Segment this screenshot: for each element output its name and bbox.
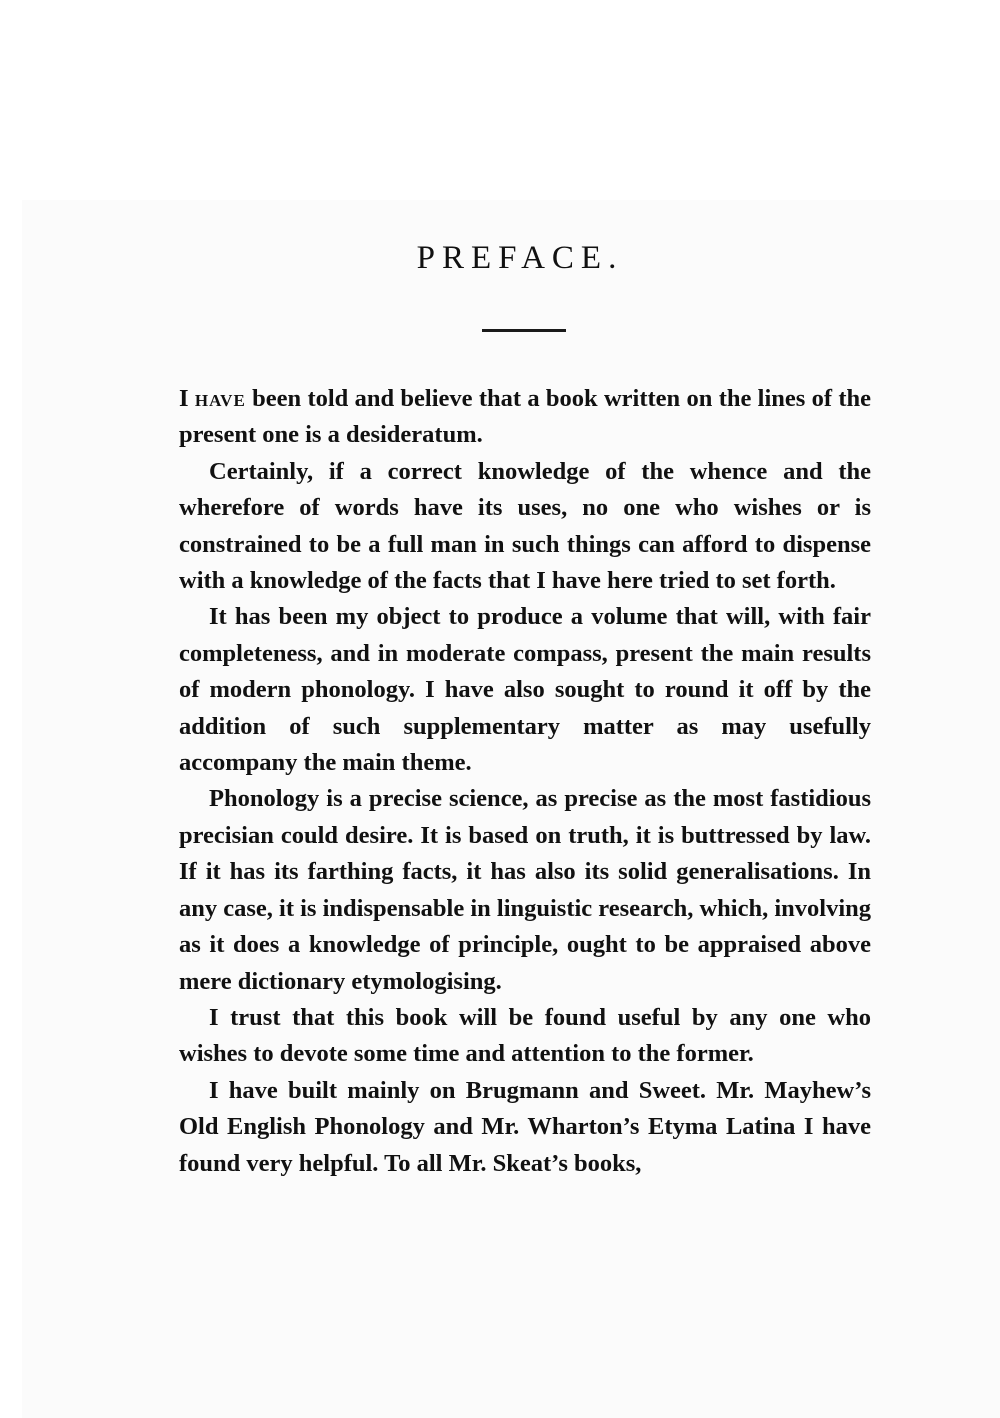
lead-word: I — [179, 385, 189, 412]
paragraph-6: I have built mainly on Brugmann and Sweet. Mr. Mayhew’s Old English Phonology and Mr. Wharton’s Etyma Latina I have found very helpful. To all Mr. Skeat’s books, — [179, 1076, 871, 1177]
paragraph-2: Certainly, if a correct knowledge of the whence and the wherefore of words have its uses, no one who wishes or is constrained to be a full man in such things can afford to dispense with a knowledge of the facts that I have here tried to set forth. — [179, 457, 871, 595]
paragraph-3: It has been my object to produce a volume that will, with fair completeness, and in moderate compass, present the main results of modern phonology. I have also sought to round it off by the addition of such supplementary matter as may usefully accompany the main theme. — [179, 603, 871, 777]
paragraph-1-rest: been told and believe that a book written on the lines of the present one is a desideratum. — [179, 385, 872, 449]
title-rule — [482, 329, 566, 332]
paragraph-4: Phonology is a precise science, as precise as the most fastidious precisian could desire. It is based on truth, it is buttressed by law. If it has its farthing facts, it has also its solid generalisations. In any case, it is indispensable in linguistic research, which, involving as it does a knowledge of principle, ought to be appraised above mere dictionary etymologising. — [179, 785, 872, 995]
smallcaps-word: have — [194, 385, 246, 412]
preface-body — [179, 381, 871, 1182]
paragraph-5: I trust that this book will be found useful by any one who wishes to devote some time and attention to the former. — [179, 1003, 871, 1068]
paragraph-1 — [179, 381, 871, 454]
page-title: PREFACE. — [416, 240, 624, 276]
